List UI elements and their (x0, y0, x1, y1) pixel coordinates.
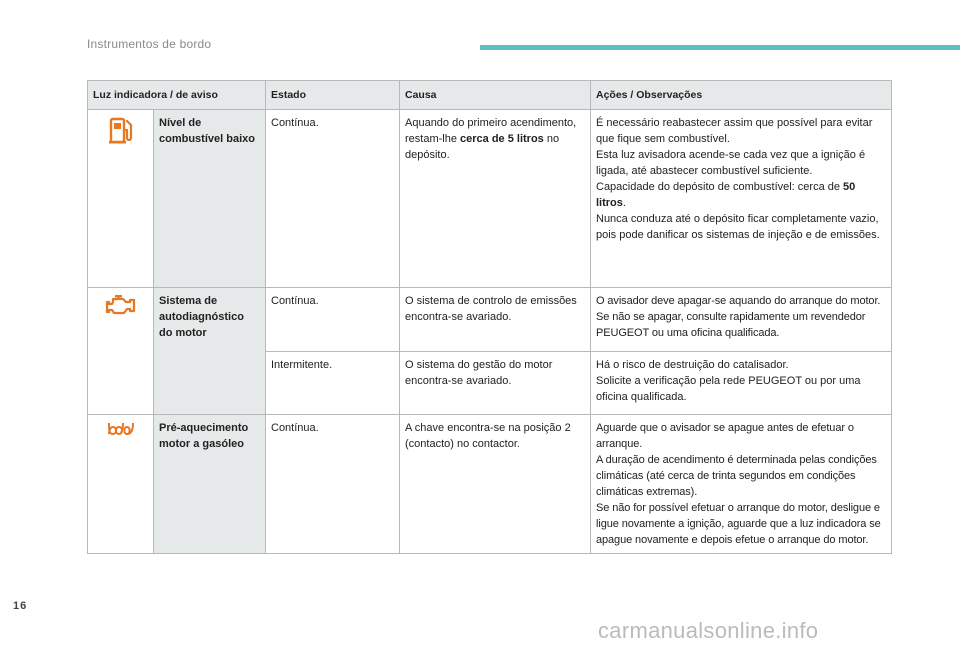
glow-actions (591, 415, 892, 554)
engine-check-icon (93, 293, 148, 317)
fuel-action-line: É necessário reabastecer assim que possível para evitar que fique sem combustível. (596, 117, 873, 145)
glow-icon-cell (88, 415, 154, 554)
fuel-action-capacity (596, 179, 886, 211)
glow-action-line: A duração de acendimento é determinada pelas condições climáticas (até cerca de trinta segundos em condições climáticas extremas). (596, 454, 877, 498)
col-header-actions: Ações / Observações (591, 81, 892, 110)
fuel-cause-bold: cerca de 5 litros (460, 133, 544, 145)
col-header-cause: Causa (400, 81, 591, 110)
glow-action-line: Aguarde que o avisador se apague antes de efetuar o arranque. (596, 422, 854, 450)
fuel-icon-cell (88, 110, 154, 288)
table-row (88, 288, 892, 352)
fuel-action-line: Nunca conduza até o depósito ficar completamente vazio, pois pode danificar os sistemas de injeção e de emissões. (596, 213, 880, 241)
glow-plug-icon (93, 420, 148, 438)
fuel-pump-icon (93, 115, 148, 145)
fuel-capacity-end: . (622, 197, 626, 209)
glow-action-line: Se não for possível efetuar o arranque do motor, desligue e ligue novamente a ignição, aguarde que a luz indicadora se apague novamente e depois efetue o arranque do motor. (596, 502, 881, 546)
fuel-capacity-text: Capacidade do depósito de combustível: cerca de (596, 181, 844, 193)
engine-action: O avisador deve apagar-se aquando do arranque do motor. Se não se apagar, consulte rapidamente um revendedor PEUGEOT ou uma oficina qualificada. (591, 288, 892, 352)
engine-action-line: Há o risco de destruição do catalisador. (596, 359, 789, 371)
table-header-row (88, 81, 892, 110)
header-accent-bar (480, 45, 960, 50)
watermark: carmanualsonline.info (598, 618, 819, 643)
fuel-cause-text-end: no depósito. (405, 133, 560, 161)
engine-state: Contínua. (266, 288, 400, 352)
page-number: 16 (13, 600, 28, 612)
fuel-cause-text: Aquando do primeiro acendimento, restam-lhe (405, 117, 577, 145)
fuel-state: Contínua. (266, 110, 400, 288)
glow-state: Contínua. (266, 415, 400, 554)
fuel-capacity-bold: 50 litros (596, 181, 856, 209)
engine-cause: O sistema de controlo de emissões encontra-se avariado. (400, 288, 591, 352)
engine-indicator-name: Sistema de autodiagnóstico do motor (154, 288, 266, 415)
table-row (88, 415, 892, 554)
fuel-cause (400, 110, 591, 288)
engine-icon-cell (88, 288, 154, 415)
col-header-state: Estado (266, 81, 400, 110)
engine-action-flashing (591, 352, 892, 415)
section-title: Instrumentos de bordo (87, 37, 212, 51)
fuel-indicator-name: Nível de combustível baixo (154, 110, 266, 288)
fuel-action-line: Esta luz avisadora acende-se cada vez que a ignição é ligada, até abastecer combustível suficiente. (596, 149, 866, 177)
engine-state-flashing: Intermitente. (266, 352, 400, 415)
table-row (88, 110, 892, 288)
engine-cause-flashing: O sistema do gestão do motor encontra-se avariado. (400, 352, 591, 415)
indicator-table (87, 80, 892, 554)
col-header-indicator: Luz indicadora / de aviso (88, 81, 266, 110)
glow-indicator-name: Pré-aquecimento motor a gasóleo (154, 415, 266, 554)
engine-action-line: Solicite a verificação pela rede PEUGEOT ou por uma oficina qualificada. (596, 375, 861, 403)
glow-cause: A chave encontra-se na posição 2 (contacto) no contactor. (400, 415, 591, 554)
fuel-actions (591, 110, 892, 288)
